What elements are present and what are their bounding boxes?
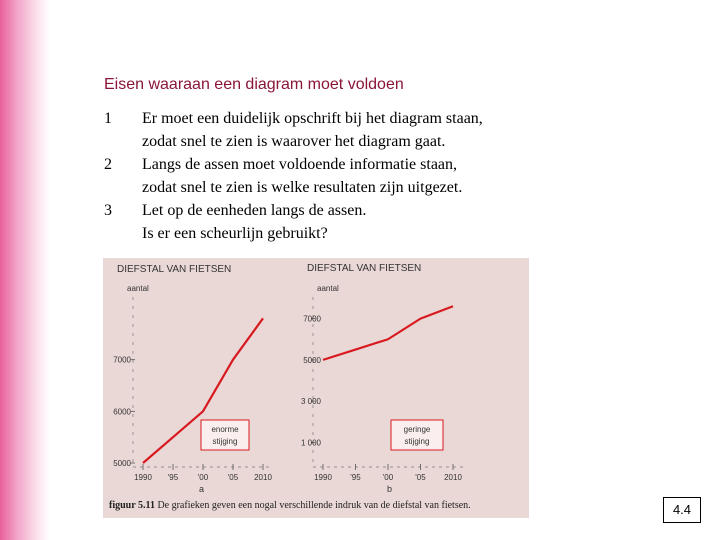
list-item	[104, 153, 544, 199]
section-heading: Eisen waaraan een diagram moet voldoen	[104, 76, 404, 93]
y-axis-label: aantal	[317, 284, 339, 293]
list-item	[104, 107, 544, 153]
list-item	[104, 199, 544, 245]
x-tick-label: 1990	[134, 473, 152, 482]
x-tick-label: 1990	[314, 473, 332, 482]
x-tick-label: '00	[197, 473, 209, 482]
x-axis-label: b	[387, 484, 393, 494]
requirements-list	[104, 107, 544, 245]
annotation-text: stijging	[404, 437, 430, 446]
pink-side-band	[0, 0, 50, 540]
y-tick-label: 7000	[113, 355, 131, 365]
x-tick-label: '95	[167, 473, 179, 482]
annotation-text: enorme	[211, 425, 239, 434]
chart-title: DIEFSTAL VAN FIETSEN	[117, 264, 232, 275]
list-text: Let op de eenheden langs de assen.	[142, 202, 367, 219]
x-tick-label: '95	[350, 473, 361, 482]
y-tick-label: 5000	[113, 459, 131, 468]
chart-title: DIEFSTAL VAN FIETSEN	[307, 263, 422, 274]
list-text: Er moet een duidelijk opschrift bij het diagram staan,	[142, 110, 483, 127]
y-axis-label: aantal	[127, 284, 149, 293]
chart-canvas	[103, 258, 529, 498]
list-number: 3	[104, 202, 112, 219]
figure-graphs	[103, 258, 529, 518]
caption-text: De grafieken geven een nogal verschillende indruk van de diefstal van fietsen.	[157, 500, 471, 511]
list-text: zodat snel te zien is waarover het diagram gaat.	[142, 133, 446, 150]
x-tick-label: '00	[382, 473, 394, 482]
list-text: zodat snel te zien is welke resultaten zijn uitgezet.	[142, 179, 463, 196]
y-tick-label: 5000	[303, 355, 321, 365]
x-tick-label: '05	[227, 473, 239, 482]
page-number: 4.4	[663, 497, 701, 523]
x-tick-label: '05	[415, 473, 426, 482]
annotation-text: stijging	[212, 437, 238, 446]
y-tick-label: 6000	[113, 407, 131, 417]
y-tick-label: 7000	[303, 314, 321, 324]
annotation-text: geringe	[403, 425, 431, 434]
list-number: 2	[104, 156, 112, 173]
x-tick-label: 2010	[444, 473, 462, 482]
series-line	[323, 306, 453, 360]
list-text: Is er een scheurlijn gebruikt?	[142, 225, 328, 242]
y-tick-label: 1 000	[300, 438, 321, 448]
list-number: 1	[104, 110, 112, 127]
x-axis-label: a	[199, 484, 205, 494]
x-tick-label: 2010	[254, 473, 272, 482]
y-tick-label: 3 000	[300, 397, 321, 407]
figure-caption	[109, 500, 471, 511]
caption-label: figuur 5.11	[109, 500, 155, 511]
list-text: Langs de assen moet voldoende informatie staan,	[142, 156, 458, 173]
